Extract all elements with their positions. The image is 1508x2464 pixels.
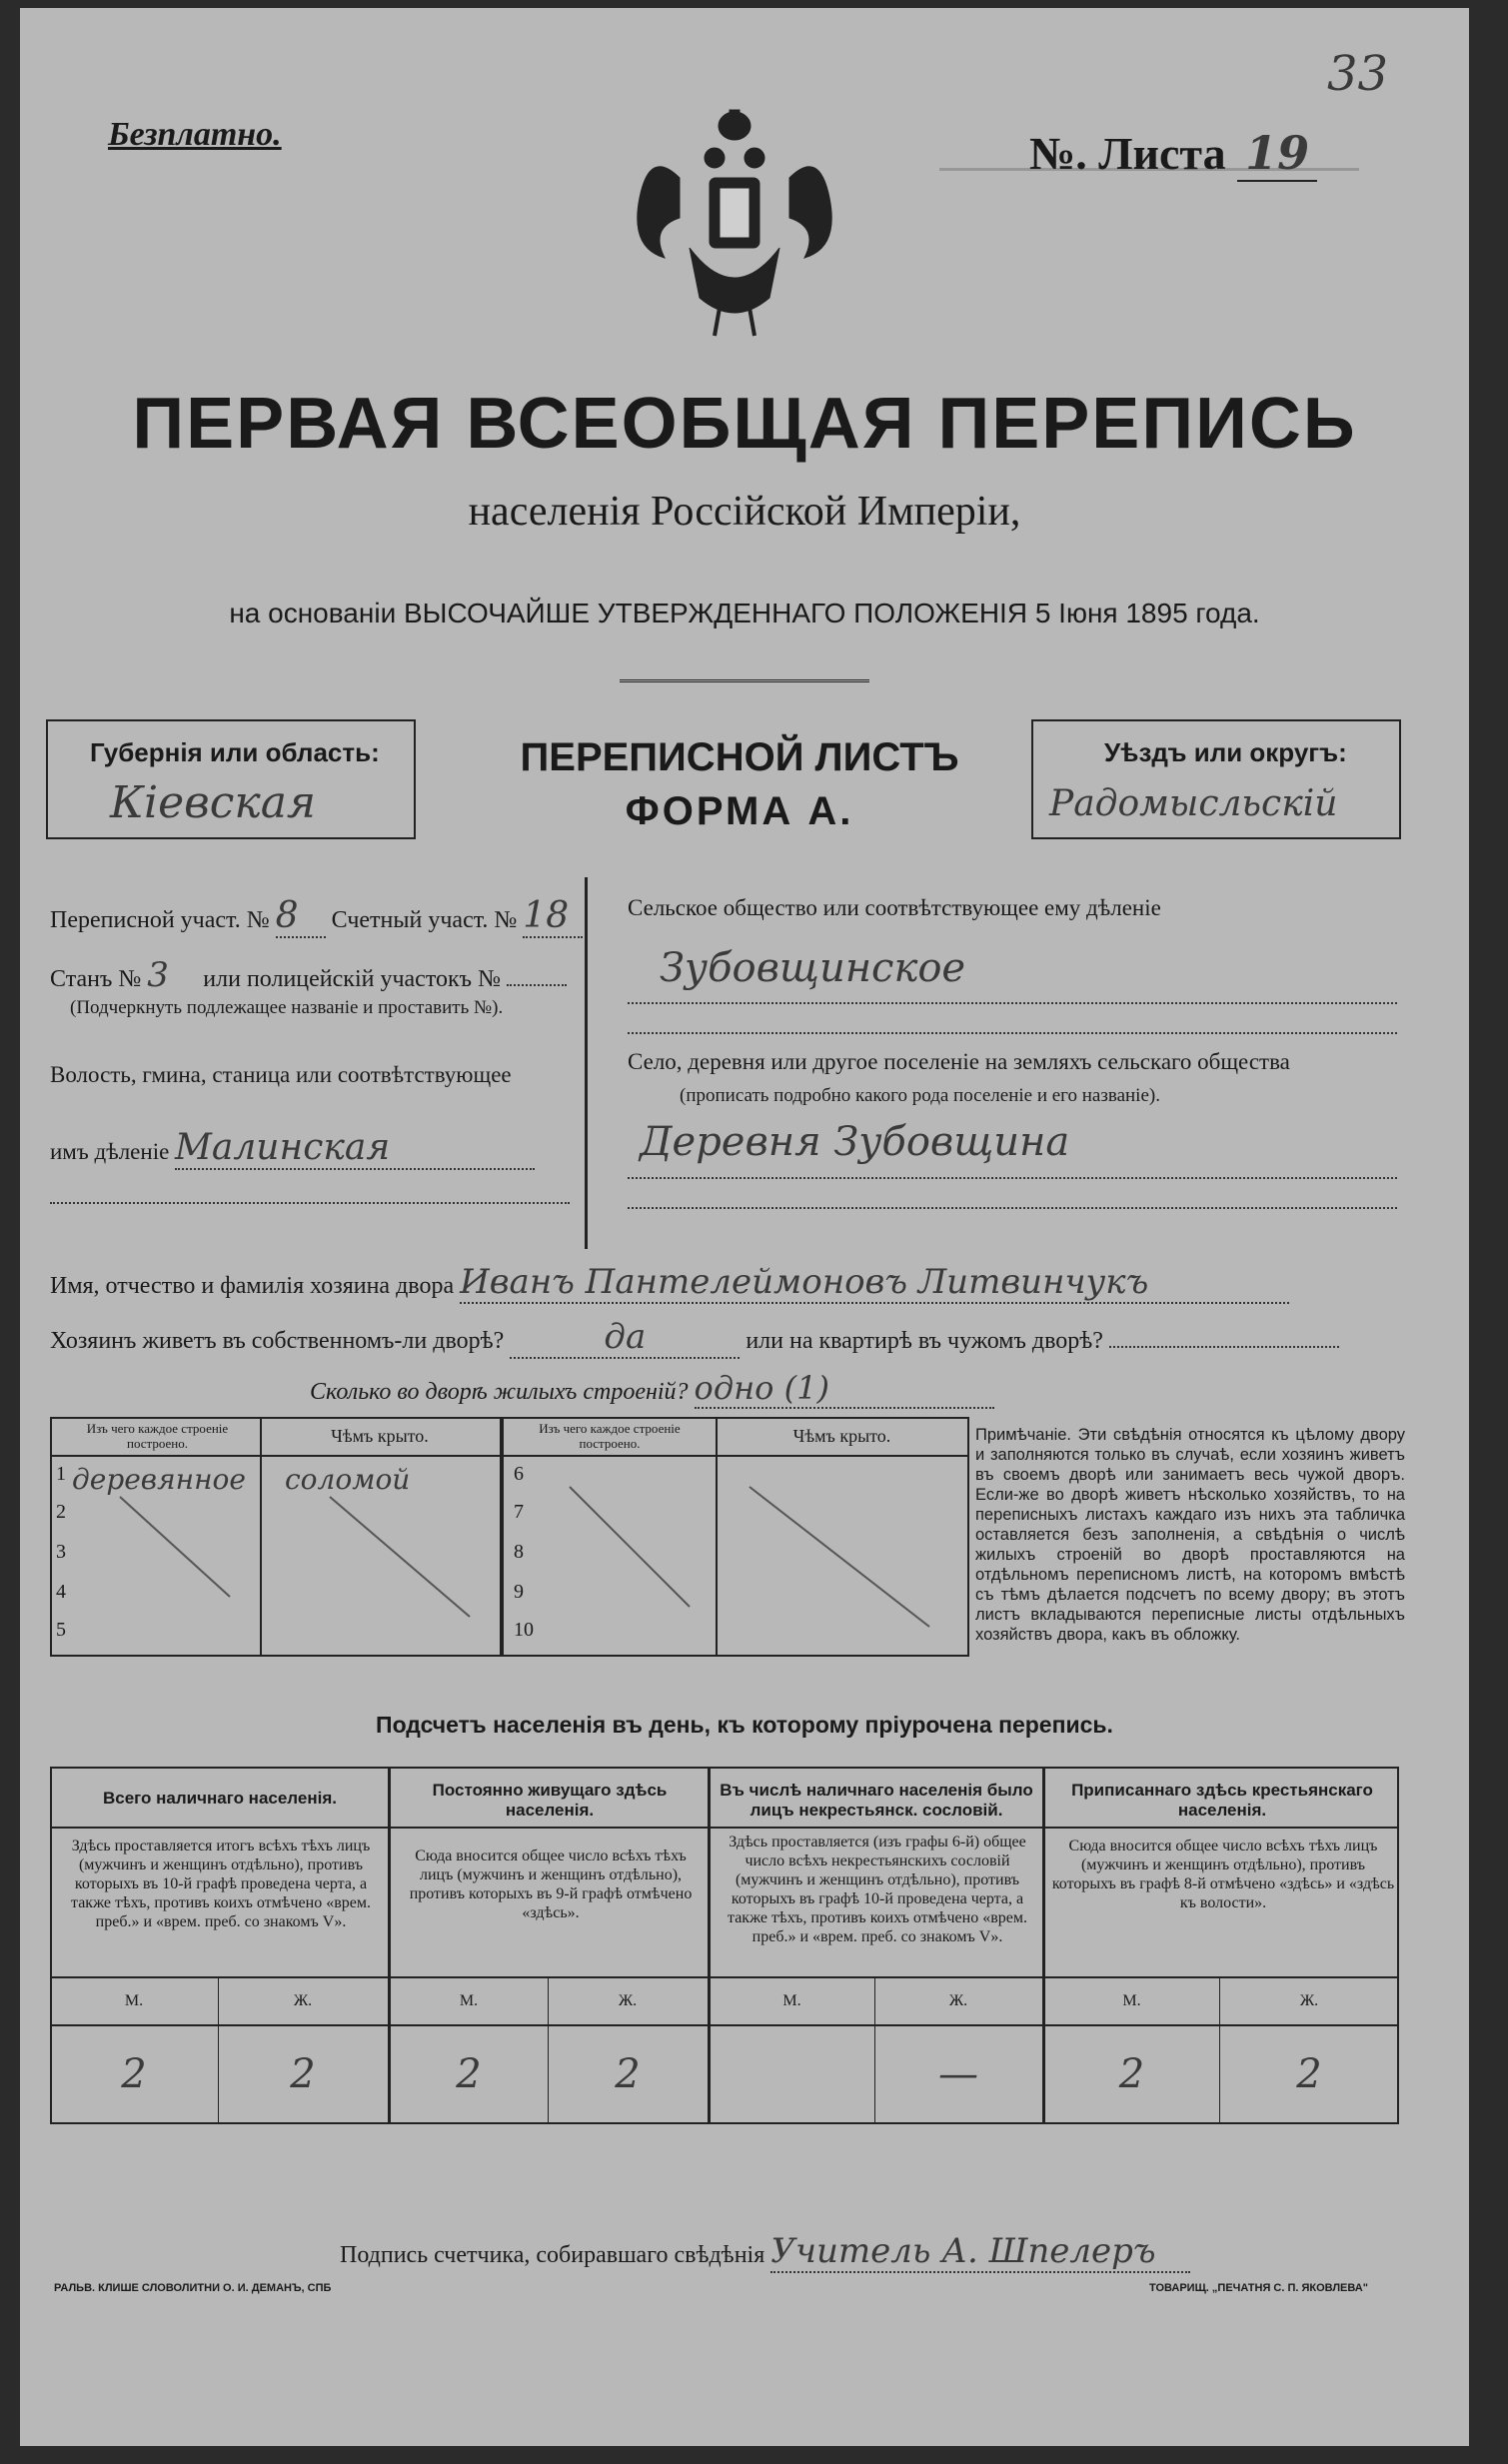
pop-f-label: Ж. <box>948 1992 968 2009</box>
owner-name-label: Имя, отчество и фамилія хозяина двора <box>50 1273 455 1299</box>
bleed-through <box>939 168 1359 351</box>
own-yard-label: Хозяинъ живетъ въ собственномъ-ли дворѣ? <box>50 1328 505 1354</box>
pop-f-label: Ж. <box>618 1992 638 2009</box>
buildings-note: Примѣчаніе. Эти свѣдѣнія относятся къ цѣлому двору и заполняются только въ случаѣ, если хозяинъ живетъ въ своемъ дворѣ или занимаетъ весь чужой дворъ. Если-же во дворѣ живетъ нѣсколько хозяйствъ, то на переписныхъ листахъ каждаго изъ нихъ эта табличка оставляется безъ заполненія, а свѣдѣнія о числѣ жилыхъ строеній во дворѣ проставляются на отдѣльномъ переписномъ листѣ, на которомъ вмѣстѣ съ тѣмъ дѣлается подсчетъ по всему двору; въ этотъ листъ вкладываются переписные листы отдѣльныхъ хозяйствъ двора, какъ въ обложку. <box>975 1426 1405 1644</box>
pop-col-text: Сюда вносится общее число всѣхъ тѣхъ лицъ (мужчинъ и женщинъ отдѣльно), противъ которыхъ въ графѣ 8-й отмѣчено «здѣсь» и «здѣсь къ волости». <box>1051 1838 1395 1911</box>
row-num: 6 <box>514 1463 524 1485</box>
buildings-row <box>310 1369 994 1409</box>
gubernia-value: Кіевская <box>110 777 317 828</box>
footer-left: РАЛЬВ. КЛИШЕ СЛОВОЛИТНИ О. И. ДЕМАНЪ, СПБ <box>54 2282 332 2294</box>
count-district-label: Счетный участ. № <box>331 907 518 933</box>
basis-line: на основаніи ВЫСОЧАЙШЕ УТВЕРЖДЕННАГО ПОЛОЖЕНІЯ 5 Іюня 1895 года. <box>229 598 1260 628</box>
society-line-2 <box>628 1032 1397 1034</box>
footer-right: ТОВАРИЩ. „ПЕЧАТНЯ С. П. ЯКОВЛЕВА" <box>1149 2282 1368 2294</box>
col-roof-left: Чѣмъ крыто. <box>331 1426 429 1446</box>
signature-label: Подпись счетчика, собиравшаго свѣдѣнія <box>340 2242 765 2268</box>
village-label: Село, деревня или другое поселеніе на земляхъ сельскаго общества <box>628 1049 1290 1074</box>
pop-col-head: Всего наличнаго населенія. <box>103 1789 337 1808</box>
main-title: ПЕРВАЯ ВСЕОБЩАЯ ПЕРЕПИСЬ <box>132 384 1357 464</box>
society-value: Зубовщинское <box>660 945 966 991</box>
pop-f-label: Ж. <box>1299 1992 1319 2009</box>
vertical-divider <box>585 877 588 1249</box>
row-num: 10 <box>514 1619 534 1641</box>
owner-name-row <box>50 1262 1289 1304</box>
volost-extra-line <box>50 1202 570 1204</box>
signature-row <box>340 2231 1190 2273</box>
row-roof: соломой <box>285 1463 411 1496</box>
volost-label: Волость, гмина, станица или соотвѣтствующее <box>50 1062 512 1087</box>
pop-f-value: 2 <box>290 2051 316 2097</box>
uezd-label: Уѣздъ или округъ: <box>1104 737 1347 767</box>
village-note: (прописать подробно какого рода поселеніе и его названіе). <box>680 1085 1160 1106</box>
pop-m-value: 2 <box>1118 2051 1145 2097</box>
own-yard-row <box>50 1317 1339 1359</box>
subtitle: населенія Россійской Имперіи, <box>468 489 1021 535</box>
stan-value: 3 <box>147 955 169 995</box>
village-value: Деревня Зубовщина <box>640 1119 1070 1165</box>
row-num: 4 <box>56 1581 66 1603</box>
pop-col-text: Здѣсь проставляется итогъ всѣхъ тѣхъ лицъ (мужчинъ и женщинъ отдѣльно), противъ которыхъ въ 10-й графѣ проведена черта, а также тѣхъ, противъ коихъ отмѣчено «врем. преб.» и «врем. преб. со знакомъ V». <box>71 1838 371 1930</box>
census-sheet <box>20 8 1469 2446</box>
row-num: 1 <box>56 1463 66 1485</box>
population-title: Подсчетъ населенія въ день, къ которому пріурочена перепись. <box>376 1712 1113 1738</box>
pop-m-label: М. <box>782 1992 801 2009</box>
row-num: 7 <box>514 1501 524 1523</box>
village-line-2 <box>628 1207 1397 1209</box>
census-district-label: Переписной участ. № <box>50 907 270 933</box>
volost-row <box>50 1127 535 1170</box>
pop-f-label: Ж. <box>293 1992 313 2009</box>
own-yard-value: да <box>510 1317 740 1359</box>
sheet-number: 19 <box>1237 126 1317 182</box>
pop-m-label: М. <box>459 1992 479 2009</box>
corner-number: 33 <box>1327 46 1389 102</box>
pop-v2 <box>708 1767 711 2124</box>
row-num: 2 <box>56 1501 66 1523</box>
pop-col-head: Постоянно живущаго здѣсь населенія. <box>432 1781 668 1820</box>
pop-col-text: Сюда вносится общее число всѣхъ тѣхъ лицъ (мужчинъ и женщинъ отдѣльно), противъ которыхъ въ 9-й графѣ отмѣчено «здѣсь». <box>409 1848 693 1921</box>
census-district-row <box>50 895 583 938</box>
signature-value: Учитель А. Шпелеръ <box>770 2231 1190 2273</box>
underline-note: (Подчеркнуть подлежащее названіе и проставить №). <box>70 997 504 1018</box>
buildings-label: Сколько во дворѣ жилыхъ строеній? <box>310 1379 689 1405</box>
pop-m-value: 2 <box>121 2051 147 2097</box>
police-label: или полицейскій участокъ № <box>203 966 501 992</box>
census-district-value: 8 <box>276 895 326 938</box>
pop-col-text: Здѣсь проставляется (изъ графы 6-й) общее число всѣхъ некрестьянскихъ сословій (мужчинъ и женщинъ отдѣльно), противъ которыхъ въ графѣ 10-й проведена черта, а также тѣхъ, противъ коихъ отмѣчено «врем. преб.» и «врем. преб. со знакомъ V». <box>728 1834 1027 1945</box>
sheet-label: №. Листа <box>1029 128 1226 179</box>
pop-col-head: Въ числѣ наличнаго населенія было лицъ некрестьянск. сословій. <box>720 1781 1033 1820</box>
pop-h1 <box>50 1827 1399 1829</box>
ornament-divider <box>620 679 869 682</box>
society-line <box>628 1002 1397 1004</box>
pop-col-head: Приписаннаго здѣсь крестьянскаго населенія. <box>1071 1781 1373 1820</box>
strike-lines <box>50 1457 969 1657</box>
pop-f-value: 2 <box>1296 2051 1322 2097</box>
owner-name-value: Иванъ Пантелеймоновъ Литвинчукъ <box>460 1262 1289 1304</box>
volost-value: Малинская <box>175 1127 535 1170</box>
col-material-left: Изъ чего каждое строеніе построено. <box>86 1421 229 1451</box>
row-num: 5 <box>56 1619 66 1641</box>
stan-label: Станъ № <box>50 966 142 992</box>
form-title: ФОРМА А. <box>625 789 854 833</box>
row-num: 9 <box>514 1581 524 1603</box>
pop-h2 <box>50 1976 1399 1978</box>
coat-of-arms-icon <box>620 108 849 338</box>
pop-m-label: М. <box>124 1992 144 2009</box>
buildings-value: одно (1) <box>695 1369 994 1409</box>
col-roof-right: Чѣмъ крыто. <box>792 1426 891 1446</box>
rent-label: или на квартирѣ въ чужомъ дворѣ? <box>746 1328 1103 1354</box>
village-line <box>628 1177 1397 1179</box>
volost-label-2: имъ дѣленіе <box>50 1139 170 1164</box>
col-material-right: Изъ чего каждое строеніе построено. <box>539 1421 681 1451</box>
gubernia-label: Губернія или область: <box>90 737 380 767</box>
pop-f-value: 2 <box>615 2051 641 2097</box>
pop-h3 <box>50 2024 1399 2026</box>
row-material: деревянное <box>72 1463 246 1496</box>
pop-m-value: 2 <box>456 2051 482 2097</box>
stan-row <box>50 955 567 995</box>
society-label: Сельское общество или соотвѣтствующее ему дѣленіе <box>628 895 1161 920</box>
row-num: 8 <box>514 1541 524 1563</box>
count-district-value: 18 <box>523 895 583 938</box>
sheet-title: ПЕРЕПИСНОЙ ЛИСТЪ <box>520 735 959 779</box>
uezd-value: Радомысльскій <box>1049 783 1338 824</box>
row-num: 3 <box>56 1541 66 1563</box>
pop-f-value: — <box>938 2051 978 2097</box>
free-label: Безплатно. <box>108 116 282 153</box>
pop-m-label: М. <box>1122 1992 1141 2009</box>
